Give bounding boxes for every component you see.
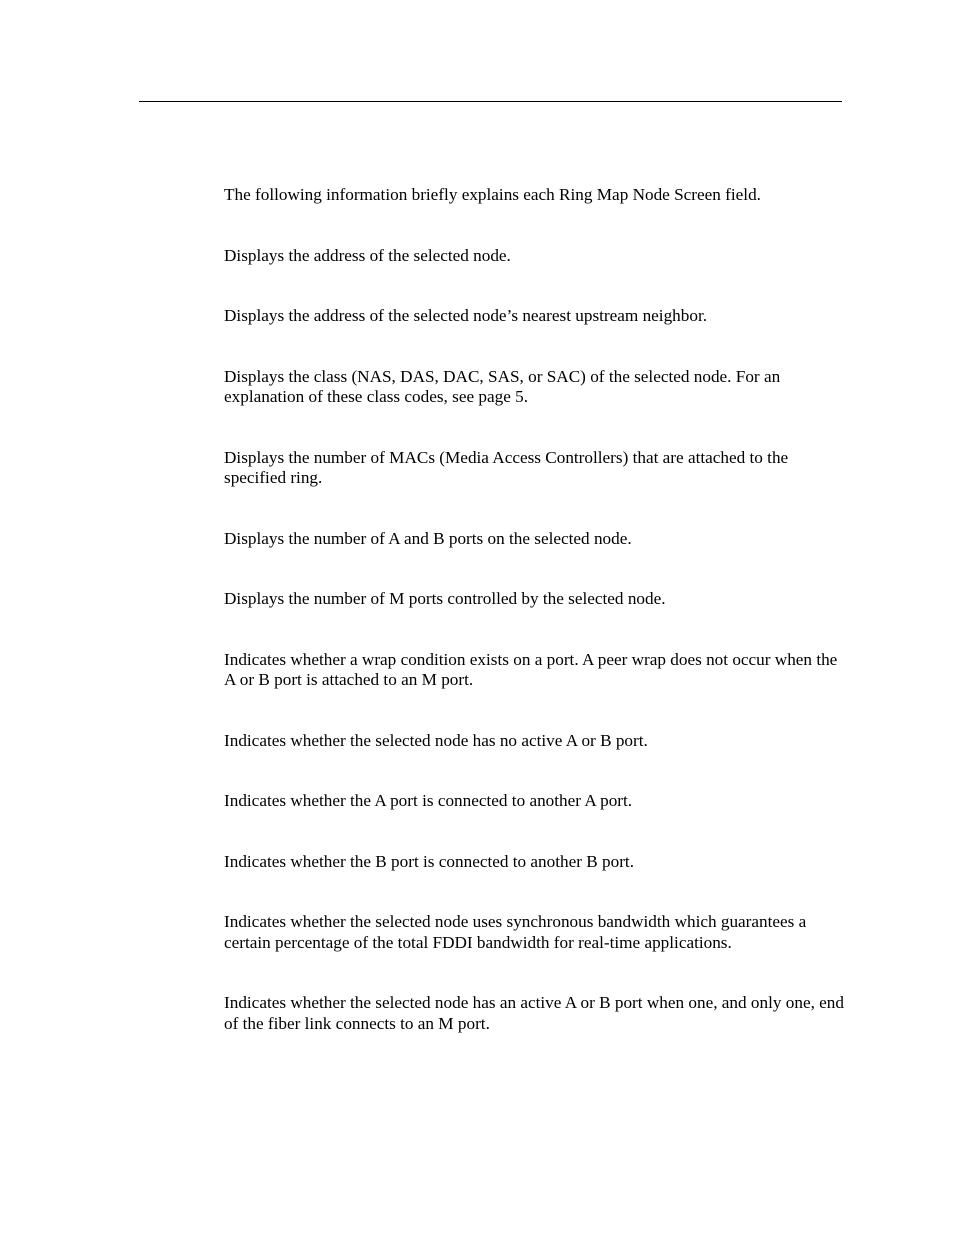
field-description-m-ports: Displays the number of M ports controlled by the selected node.	[224, 589, 666, 608]
field-description-unattached: Indicates whether the selected node has no active A or B port.	[224, 730, 648, 750]
field-description-wrap-ab: Indicates whether the selected node has an active A or B port when one, and only one, end of the fiber link connects to an M port.	[224, 993, 844, 1033]
field-description-ab-ports: Displays the number of A and B ports on the selected node.	[224, 528, 632, 548]
field-description-a-a-connection: Indicates whether the A port is connected to another A port.	[224, 791, 633, 810]
field-description-node-address: Displays the address of the selected node.	[224, 245, 511, 265]
field-description-synchronous-bandwidth: Indicates whether the selected node uses synchronous bandwidth which guarantees a certain percentage of the total FDDI bandwidth for real-time applications.	[224, 912, 807, 952]
intro-text: The following information briefly explains each Ring Map Node Screen field.	[224, 185, 761, 204]
field-description-b-b-connection: Indicates whether the B port is connected to another B port.	[224, 851, 634, 871]
field-description-mac-count: Displays the number of MACs (Media Access Controllers) that are attached to the specified ring.	[224, 447, 789, 487]
header-rule	[139, 101, 842, 102]
field-descriptions	[224, 185, 846, 1074]
field-description-peer-wrap: Indicates whether a wrap condition exists on a port. A peer wrap does not occur when the A or B port is attached to an M port.	[224, 649, 838, 689]
field-description-upstream-neighbor: Displays the address of the selected node’s nearest upstream neighbor.	[224, 306, 708, 325]
field-description-node-class: Displays the class (NAS, DAS, DAC, SAS, or SAC) of the selected node. For an explanation of these class codes, see page 5.	[224, 366, 781, 406]
